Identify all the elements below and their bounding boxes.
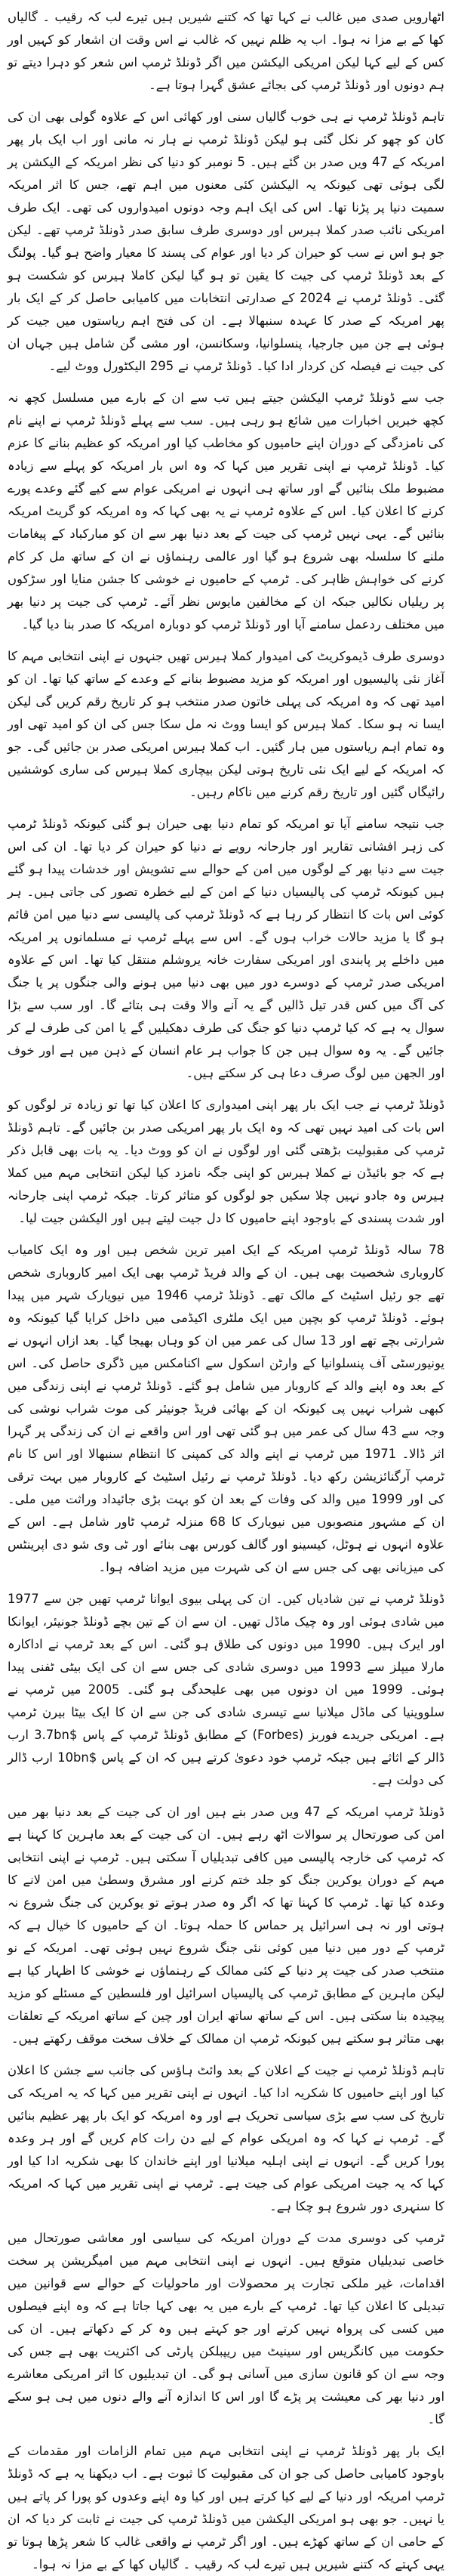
article-paragraph: ڈونلڈ ٹرمپ امریکہ کے 47 ویں صدر بنے ہیں اور ان کی جیت کے بعد دنیا بھر میں امن کی صورتحال پر سوالات اٹھ رہے ہیں۔ ان کی جیت کے بعد ماہرین کا کہنا ہے کہ ٹرمپ کی خارجہ پالیسی میں کافی تبدیلیاں آ سکتی ہیں۔ ٹرمپ نے اپنی انتخابی مہم کے دوران یوکرین جنگ کو جلد ختم کرنے اور مشرق وسطیٰ میں امن لانے کا وعدہ کیا تھا۔ ٹرمپ کا کہنا تھا کہ اگر وہ صدر ہوتے تو یوکرین کی جنگ شروع نہ ہوتی اور نہ ہی اسرائیل پر حماس کا حملہ ہوتا۔ ان کے حامیوں کا خیال ہے کہ ٹرمپ کے دور میں دنیا میں کوئی نئی جنگ شروع نہیں ہوئی تھی۔ امریکہ کے نو منتخب صدر کی جیت پر دنیا کے کئی ممالک کے رہنماؤں نے خوشی کا اظہار کیا ہے لیکن ماہرین کے مطابق ٹرمپ کی پالیسیاں اسرائیل اور فلسطین کے مسئلے کو مزید پیچیدہ بنا سکتی ہیں۔ اس کے ساتھ ساتھ ایران اور چین کے ساتھ امریکہ کے تعلقات بھی متاثر ہو سکتے ہیں کیونکہ ٹرمپ ان ممالک کے خلاف سخت موقف رکھتے ہیں۔ [8,1805,444,2046]
article-paragraph: ایک بار پھر ڈونلڈ ٹرمپ نے اپنی انتخابی مہم میں تمام الزامات اور مقدمات کے باوجود کامیابی حاصل کی جو ان کی مقبولیت کا ثبوت ہے۔ اب دیکھنا یہ ہے کہ ڈونلڈ ٹرمپ امریکہ اور دنیا کے لیے کیا کرتے ہیں اور کیا وہ اپنے وعدوں کو پورا کر پاتے ہیں یا نہیں۔ جو بھی ہو امریکی الیکشن میں ڈونلڈ ٹرمپ کی جیت نے ثابت کر دیا کہ ان کے حامی ان کے ساتھ کھڑے ہیں۔ اور اگر ٹرمپ نے واقعی غالب کا شعر پڑھا ہوتا تو یہی کہتے کہ کتنے شیریں ہیں تیرے لب کہ رقیب ۔ گالیاں کھا کے بے مزا نہ ہوا۔ [8,2444,444,2571]
article-paragraph: تاہم ڈونلڈ ٹرمپ نے ہی خوب گالیاں سنی اور کھائی اس کے علاوہ گولی بھی ان کی کان کو چھو کر نکل گئی ہو لیکن ڈونلڈ ٹرمپ نے ہار نہ مانی اور اب ایک بار پھر امریکہ کے 47 ویں صدر بن گئے ہیں۔ 5 نومبر کو دنیا کی نظر امریکہ کے الیکشن پر لگی ہوئی تھی کیونکہ یہ الیکشن کئی معنوں میں اہم تھے، جس کا اثر امریکہ سمیت دنیا پر پڑنا تھا۔ اس کی ایک اہم وجہ دونوں امیدواروں کی تھی۔ ایک طرف امریکی نائب صدر کملا ہیرس اور دوسری طرف سابق صدر ڈونلڈ ٹرمپ تھے۔ لیکن جو ہو اس نے سب کو حیران کر دیا اور عوام کی پسند کا معیار واضح ہو گیا۔ پولنگ کے بعد ڈونلڈ ٹرمپ کی جیت کا یقین تو ہو گیا لیکن کاملا ہیرس کو شکست ہو گئی۔ ڈونلڈ ٹرمپ نے 2024 کے صدارتی انتخابات میں کامیابی حاصل کر کے ایک بار پھر امریکہ کے صدر کا عہدہ سنبھالا ہے۔ ان کی فتح اہم ریاستوں میں جیت کر ہوئی ہے جن میں جارجیا، پنسلوانیا، وسکانسن، اور مشی گن شامل ہیں جہاں ان کی جیت نے فیصلہ کن کردار ادا کیا۔ ڈونلڈ ٹرمپ نے 295 الیکٹورل ووٹ لیے۔ [8,110,445,373]
article-paragraph: تاہم ڈونلڈ ٹرمپ نے جیت کے اعلان کے بعد وائٹ ہاؤس کی جانب سے جشن کا اعلان کیا اور اپنے حامیوں کا شکریہ ادا کیا۔ انہوں نے اپنی تقریر میں کہا کہ یہ امریکہ کی تاریخ کی سب سے بڑی سیاسی تحریک ہے اور وہ امریکہ کو ایک بار پھر عظیم بنائیں گے۔ ٹرمپ نے کہا کہ وہ امریکی عوام کے لیے دن رات کام کریں گے اور ہر وعدہ پورا کریں گے۔ انہوں نے اپنی اہلیہ میلانیا اور اپنے خاندان کا بھی شکریہ ادا کیا اور کہا کہ یہ جیت امریکی عوام کی جیت ہے۔ ٹرمپ نے اپنی تقریر میں کہا کہ امریکہ کا سنہری دور شروع ہو چکا ہے۔ [8,2063,444,2213]
article-paragraph: ڈونلڈ ٹرمپ نے جب ایک بار پھر اپنی امیدواری کا اعلان کیا تھا تو زیادہ تر لوگوں کو اس بات کی امید نہیں تھی کہ وہ ایک بار پھر امریکی صدر بن جائیں گے۔ تاہم ڈونلڈ ٹرمپ کی مقبولیت بڑھتی گئی اور لوگوں نے ان کو ووٹ دیا۔ یہ بات بھی قابل ذکر ہے کہ جو بائیڈن نے کملا ہیرس کو اپنی جگہ نامزد کیا لیکن انتخابی مہم میں کملا ہیرس وہ جادو نہیں چلا سکیں جو لوگوں کو متاثر کرتا۔ جبکہ ٹرمپ اپنی جارحانہ اور شدت پسندی کے باوجود اپنے حامیوں کا دل جیت لیتے ہیں اور الیکشن جیت لیا۔ [8,1098,444,1225]
article-paragraph: ڈونلڈ ٹرمپ نے تین شادیاں کیں۔ ان کی پہلی بیوی ایوانا ٹرمپ تھیں جن سے 1977 میں شادی ہوئی اور وہ چیک ماڈل تھیں۔ ان سے ان کے تین بچے ڈونلڈ جونیئر، ایوانکا اور ایرک ہیں۔ 1990 میں دونوں کی طلاق ہو گئی۔ اس کے بعد ٹرمپ نے اداکارہ مارلا میپلز سے 1993 میں دوسری شادی کی جس سے ان کی ایک بیٹی ٹفنی پیدا ہوئی۔ 1999 میں ان دونوں میں بھی علیحدگی ہو گئی۔ 2005 میں ٹرمپ نے سلووینیا کی ماڈل میلانیا سے تیسری شادی کی جن سے ان کا ایک بیٹا بیرن ٹرمپ ہے۔ امریکی جریدے فوربز (Forbes) کے مطابق ڈونلڈ ٹرمپ کے پاس $3.7bn ارب ڈالر کے اثاثے ہیں جبکہ ٹرمپ خود دعویٰ کرتے ہیں کہ ان کے پاس $10bn ارب ڈالر کی دولت ہے۔ [8,1592,445,1787]
article-paragraph: دوسری طرف ڈیموکریٹ کی امیدوار کملا ہیرس تھیں جنہوں نے اپنی انتخابی مہم کا آغاز نئی پالیسیوں اور امریکہ کو مزید مضبوط بنانے کے وعدے کے ساتھ کیا تھا۔ ان کو امید تھی کہ وہ امریکہ کی پہلی خاتون صدر منتخب ہو کر تاریخ رقم کریں گی لیکن ایسا نہ ہو سکا۔ کملا ہیرس کو ایسا ووٹ نہ مل سکا جس کی ان کو امید تھی اور وہ تمام اہم ریاستوں میں ہار گئیں۔ اب کملا ہیرس امریکی صدر بن جائیں گی۔ جو کہ امریکہ کے لیے ایک نئی تاریخ ہوتی لیکن بیچاری کملا ہیرس کی ساری کوششیں رائیگاں گئیں اور تاریخ رقم کرنے میں ناکام رہیں۔ [8,649,444,799]
article-paragraph: ٹرمپ کی دوسری مدت کے دوران امریکہ کی سیاسی اور معاشی صورتحال میں خاصی تبدیلیاں متوقع ہیں۔ انہوں نے اپنی انتخابی مہم میں امیگریشن پر سخت اقدامات، غیر ملکی تجارت پر محصولات اور ماحولیات کے حوالے سے قوانین میں تبدیلی کا اعلان کیا تھا۔ ٹرمپ کے بارے میں یہ بھی کہا جاتا ہے کہ وہ اپنے فیصلوں میں کسی کی پرواہ نہیں کرتے اور جو کہتے ہیں وہ کر کے دکھاتے ہیں۔ ان کی حکومت میں کانگریس اور سینیٹ میں ریپبلکن پارٹی کی اکثریت بھی ہے جس کی وجہ سے ان کو قانون سازی میں آسانی ہو گی۔ ان تبدیلیوں کا اثر امریکی معاشرے اور دنیا بھر کی معیشت پر پڑے گا اور اس کا اندازہ آنے والے دنوں میں ہی ہو سکے گا۔ [8,2231,444,2426]
article-paragraph: جب سے ڈونلڈ ٹرمپ الیکشن جیتے ہیں تب سے ان کے بارے میں مسلسل کچھ نہ کچھ خبریں اخبارات میں شائع ہو رہی ہیں۔ سب سے پہلے ڈونلڈ ٹرمپ نے اپنے نام کی نامزدگی کے دوران اپنے حامیوں کو مخاطب کیا اور امریکہ کو عظیم بنانے کا عزم کیا۔ ڈونلڈ ٹرمپ نے اپنی تقریر میں کہا کہ وہ اس بار امریکہ کو پہلے سے زیادہ مضبوط ملک بنائیں گے اور ساتھ ہی انہوں نے امریکی عوام سے کیے گئے وعدے پورے کرنے کا اعلان کیا۔ اس کے علاوہ ٹرمپ نے یہ بھی کہا کہ وہ امریکہ کو گریٹ امریکہ بنائیں گے۔ یہی نہیں ٹرمپ کی جیت کے بعد دنیا بھر سے ان کو مبارکباد کے پیغامات ملنے کا سلسلہ بھی شروع ہو گیا اور عالمی رہنماؤں نے ان کے ساتھ مل کر کام کرنے کی خواہش ظاہر کی۔ ٹرمپ کے حامیوں نے خوشی کا جشن منایا اور سڑکوں پر ریلیاں نکالیں جبکہ ان کے مخالفین مایوس نظر آئے۔ ٹرمپ کی جیت پر دنیا بھر میں مختلف ردعمل سامنے آیا اور ڈونلڈ ٹرمپ کو دوبارہ امریکہ کا صدر بنا دیا گیا۔ [8,391,444,632]
article-paragraph: 78 سالہ ڈونلڈ ٹرمپ امریکہ کے ایک امیر ترین شخص ہیں اور وہ ایک کامیاب کاروباری شخصیت بھی ہیں۔ ان کے والد فریڈ ٹرمپ بھی ایک امیر کاروباری شخص تھے جو رئیل اسٹیٹ کے مالک تھے۔ ڈونلڈ ٹرمپ 1946 میں نیویارک شہر میں پیدا ہوئے۔ ڈونلڈ ٹرمپ کو بچپن میں ایک ملٹری اکیڈمی میں داخل کرایا گیا کیونکہ وہ شرارتی بچے تھے اور 13 سال کی عمر میں ان کو وہاں بھیجا گیا۔ بعد ازاں انہوں نے یونیورسٹی آف پنسلوانیا کے وارٹن اسکول سے اکنامکس میں ڈگری حاصل کی۔ اس کے بعد وہ اپنے والد کے کاروبار میں شامل ہو گئے۔ ڈونلڈ ٹرمپ نے اپنی زندگی میں کبھی شراب نہیں پی کیونکہ ان کے بھائی فریڈ جونیئر کی موت شراب نوشی کی وجہ سے 43 سال کی عمر میں ہو گئی تھی اور اس واقعے نے ان کی زندگی پر گہرا اثر ڈالا۔ 1971 میں ٹرمپ نے اپنے والد کی کمپنی کا انتظام سنبھالا اور اس کا نام ٹرمپ آرگنائزیشن رکھ دیا۔ ڈونلڈ ٹرمپ نے رئیل اسٹیٹ کے کاروبار میں بہت ترقی کی اور 1999 میں والد کی وفات کے بعد ان کو بہت بڑی جائیداد وراثت میں ملی۔ ان کے مشہور منصوبوں میں نیویارک کا 68 منزلہ ٹرمپ ٹاور شامل ہے۔ اس کے علاوہ انہوں نے ہوٹل، کیسینو اور گالف کورس بھی بنائے اور ٹی وی شو دی اپرینٹس کی میزبانی بھی کی جس سے ان کی شہرت میں مزید اضافہ ہوا۔ [8,1243,444,1574]
article-paragraph: جب نتیجہ سامنے آیا تو امریکہ کو تمام دنیا بھی حیران ہو گئی کیونکہ ڈونلڈ ٹرمپ کی زہر افشانی تقاریر اور جارحانہ رویے نے دنیا کو حیران کر دیا تھا۔ ان کی اس جیت سے دنیا بھر کے لوگوں میں امن کے حوالے سے تشویش اور خدشات پیدا ہو گئے ہیں کیونکہ ٹرمپ کی پالیسیاں دنیا کے امن کے لیے خطرہ تصور کی جاتی ہیں۔ ہر کوئی اس بات کا انتظار کر رہا ہے کہ ڈونلڈ ٹرمپ کی پالیسی سے دنیا میں امن قائم ہو گا یا مزید حالات خراب ہوں گے۔ اس سے پہلے ٹرمپ نے مسلمانوں پر امریکہ میں داخلے پر پابندی اور امریکی سفارت خانہ یروشلم منتقل کیا تھا۔ اس کے علاوہ امریکی صدر ٹرمپ کے دوسرے دور میں بھی دنیا میں ہونے والی جنگوں پر یا جنگ کی آگ میں کس قدر تیل ڈالیں گے یہ آنے والا وقت ہی بتائے گا۔ اور سب سے بڑا سوال یہ ہے کہ کیا ٹرمپ دنیا کو جنگ کی طرف دھکیلیں گے یا امن کی طرف لے کر جائیں گے۔ یہ وہ سوال ہیں جن کا جواب ہر عام انسان کے ذہن میں ہے اور خوف اور الجھن میں لوگ صرف دعا ہی کر سکتے ہیں۔ [8,817,444,1080]
article-paragraph: اٹھارویں صدی میں غالب نے کہا تھا کہ کتنے شیریں ہیں تیرے لب کہ رقیب ۔ گالیاں کھا کے بے مزا نہ ہوا۔ اب یہ ظلم نہیں کہ غالب نے اس وقت ان اشعار کو کہیں اور کس کے لیے کہا لیکن امریکی الیکشن میں اگر ڈونلڈ ٹرمپ اس شعر کو دہرا دیتے تو ہم دونوں اور ڈونلڈ ٹرمپ کی بجائے عشق گہرا ہوتا ہے۔ [8,10,444,92]
